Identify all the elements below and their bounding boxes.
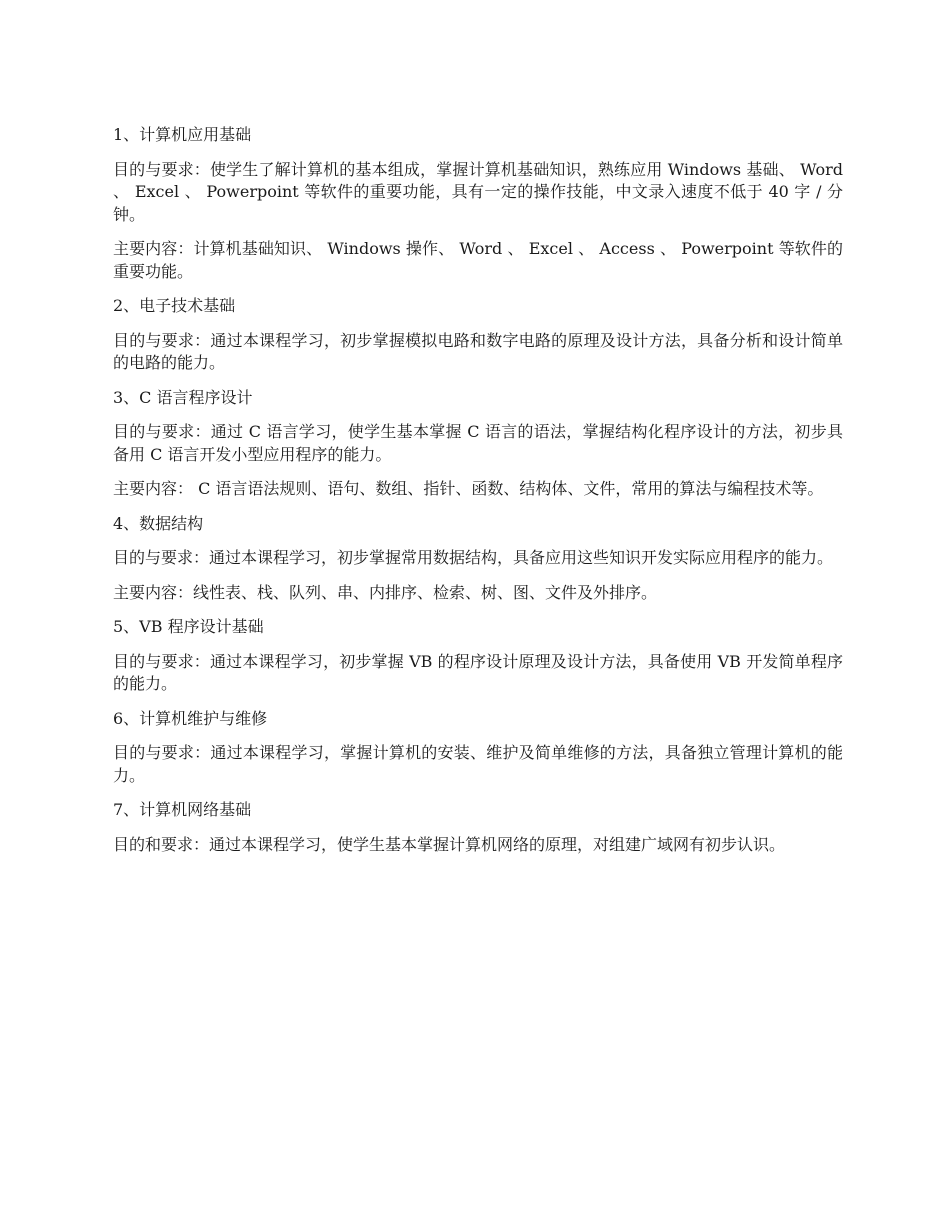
course-section-networking [113, 799, 843, 856]
goals-paragraph: 目的与要求：通过本课程学习，初步掌握模拟电路和数字电路的原理及设计方法，具备分析和设计简单的电路的能力。 [113, 330, 843, 372]
section-heading: 7、计算机网络基础 [113, 800, 252, 819]
section-heading: 2、电子技术基础 [113, 296, 236, 315]
goals-paragraph: 目的与要求：通过本课程学习，初步掌握 VB 的程序设计原理及设计方法，具备使用 VB 开发简单程序的能力。 [113, 651, 843, 693]
section-heading: 1、计算机应用基础 [113, 125, 252, 144]
content-paragraph: 主要内容：计算机基础知识、 Windows 操作、 Word 、 Excel 、 Access 、 Powerpoint 等软件的重要功能。 [113, 239, 843, 281]
course-section-computer-basics [113, 124, 843, 283]
content-paragraph: 主要内容： C 语言语法规则、语句、数组、指针、函数、结构体、文件，常用的算法与编程技术等。 [113, 479, 824, 498]
goals-paragraph: 目的与要求：通过 C 语言学习，使学生基本掌握 C 语言的语法，掌握结构化程序设计的方法，初步具备用 C 语言开发小型应用程序的能力。 [113, 422, 843, 464]
document-page [113, 124, 843, 868]
goals-paragraph: 目的与要求：使学生了解计算机的基本组成，掌握计算机基础知识，熟练应用 Windows 基础、 Word 、 Excel 、 Powerpoint 等软件的重要功能，具有一定的操作技能，中文录入速度不低于 40 字 / 分钟。 [113, 159, 843, 224]
section-heading: 5、VB 程序设计基础 [113, 617, 264, 636]
goals-paragraph: 目的与要求：通过本课程学习，掌握计算机的安装、维护及简单维修的方法，具备独立管理计算机的能力。 [113, 743, 843, 785]
course-section-c-programming [113, 387, 843, 501]
course-section-computer-maintenance [113, 708, 843, 788]
content-paragraph: 主要内容：线性表、栈、队列、串、内排序、检索、树、图、文件及外排序。 [113, 582, 658, 602]
goals-paragraph: 目的和要求：通过本课程学习，使学生基本掌握计算机网络的原理，对组建广域网有初步认识。 [113, 834, 786, 854]
course-section-vb-programming [113, 616, 843, 696]
section-heading: 3、C 语言程序设计 [113, 387, 253, 407]
section-heading: 6、计算机维护与维修 [113, 708, 268, 728]
section-heading: 4、数据结构 [113, 513, 204, 533]
goals-paragraph: 目的与要求：通过本课程学习，初步掌握常用数据结构，具备应用这些知识开发实际应用程序的能力。 [113, 548, 834, 567]
course-section-electronics [113, 295, 843, 375]
course-section-data-structures [113, 513, 843, 605]
